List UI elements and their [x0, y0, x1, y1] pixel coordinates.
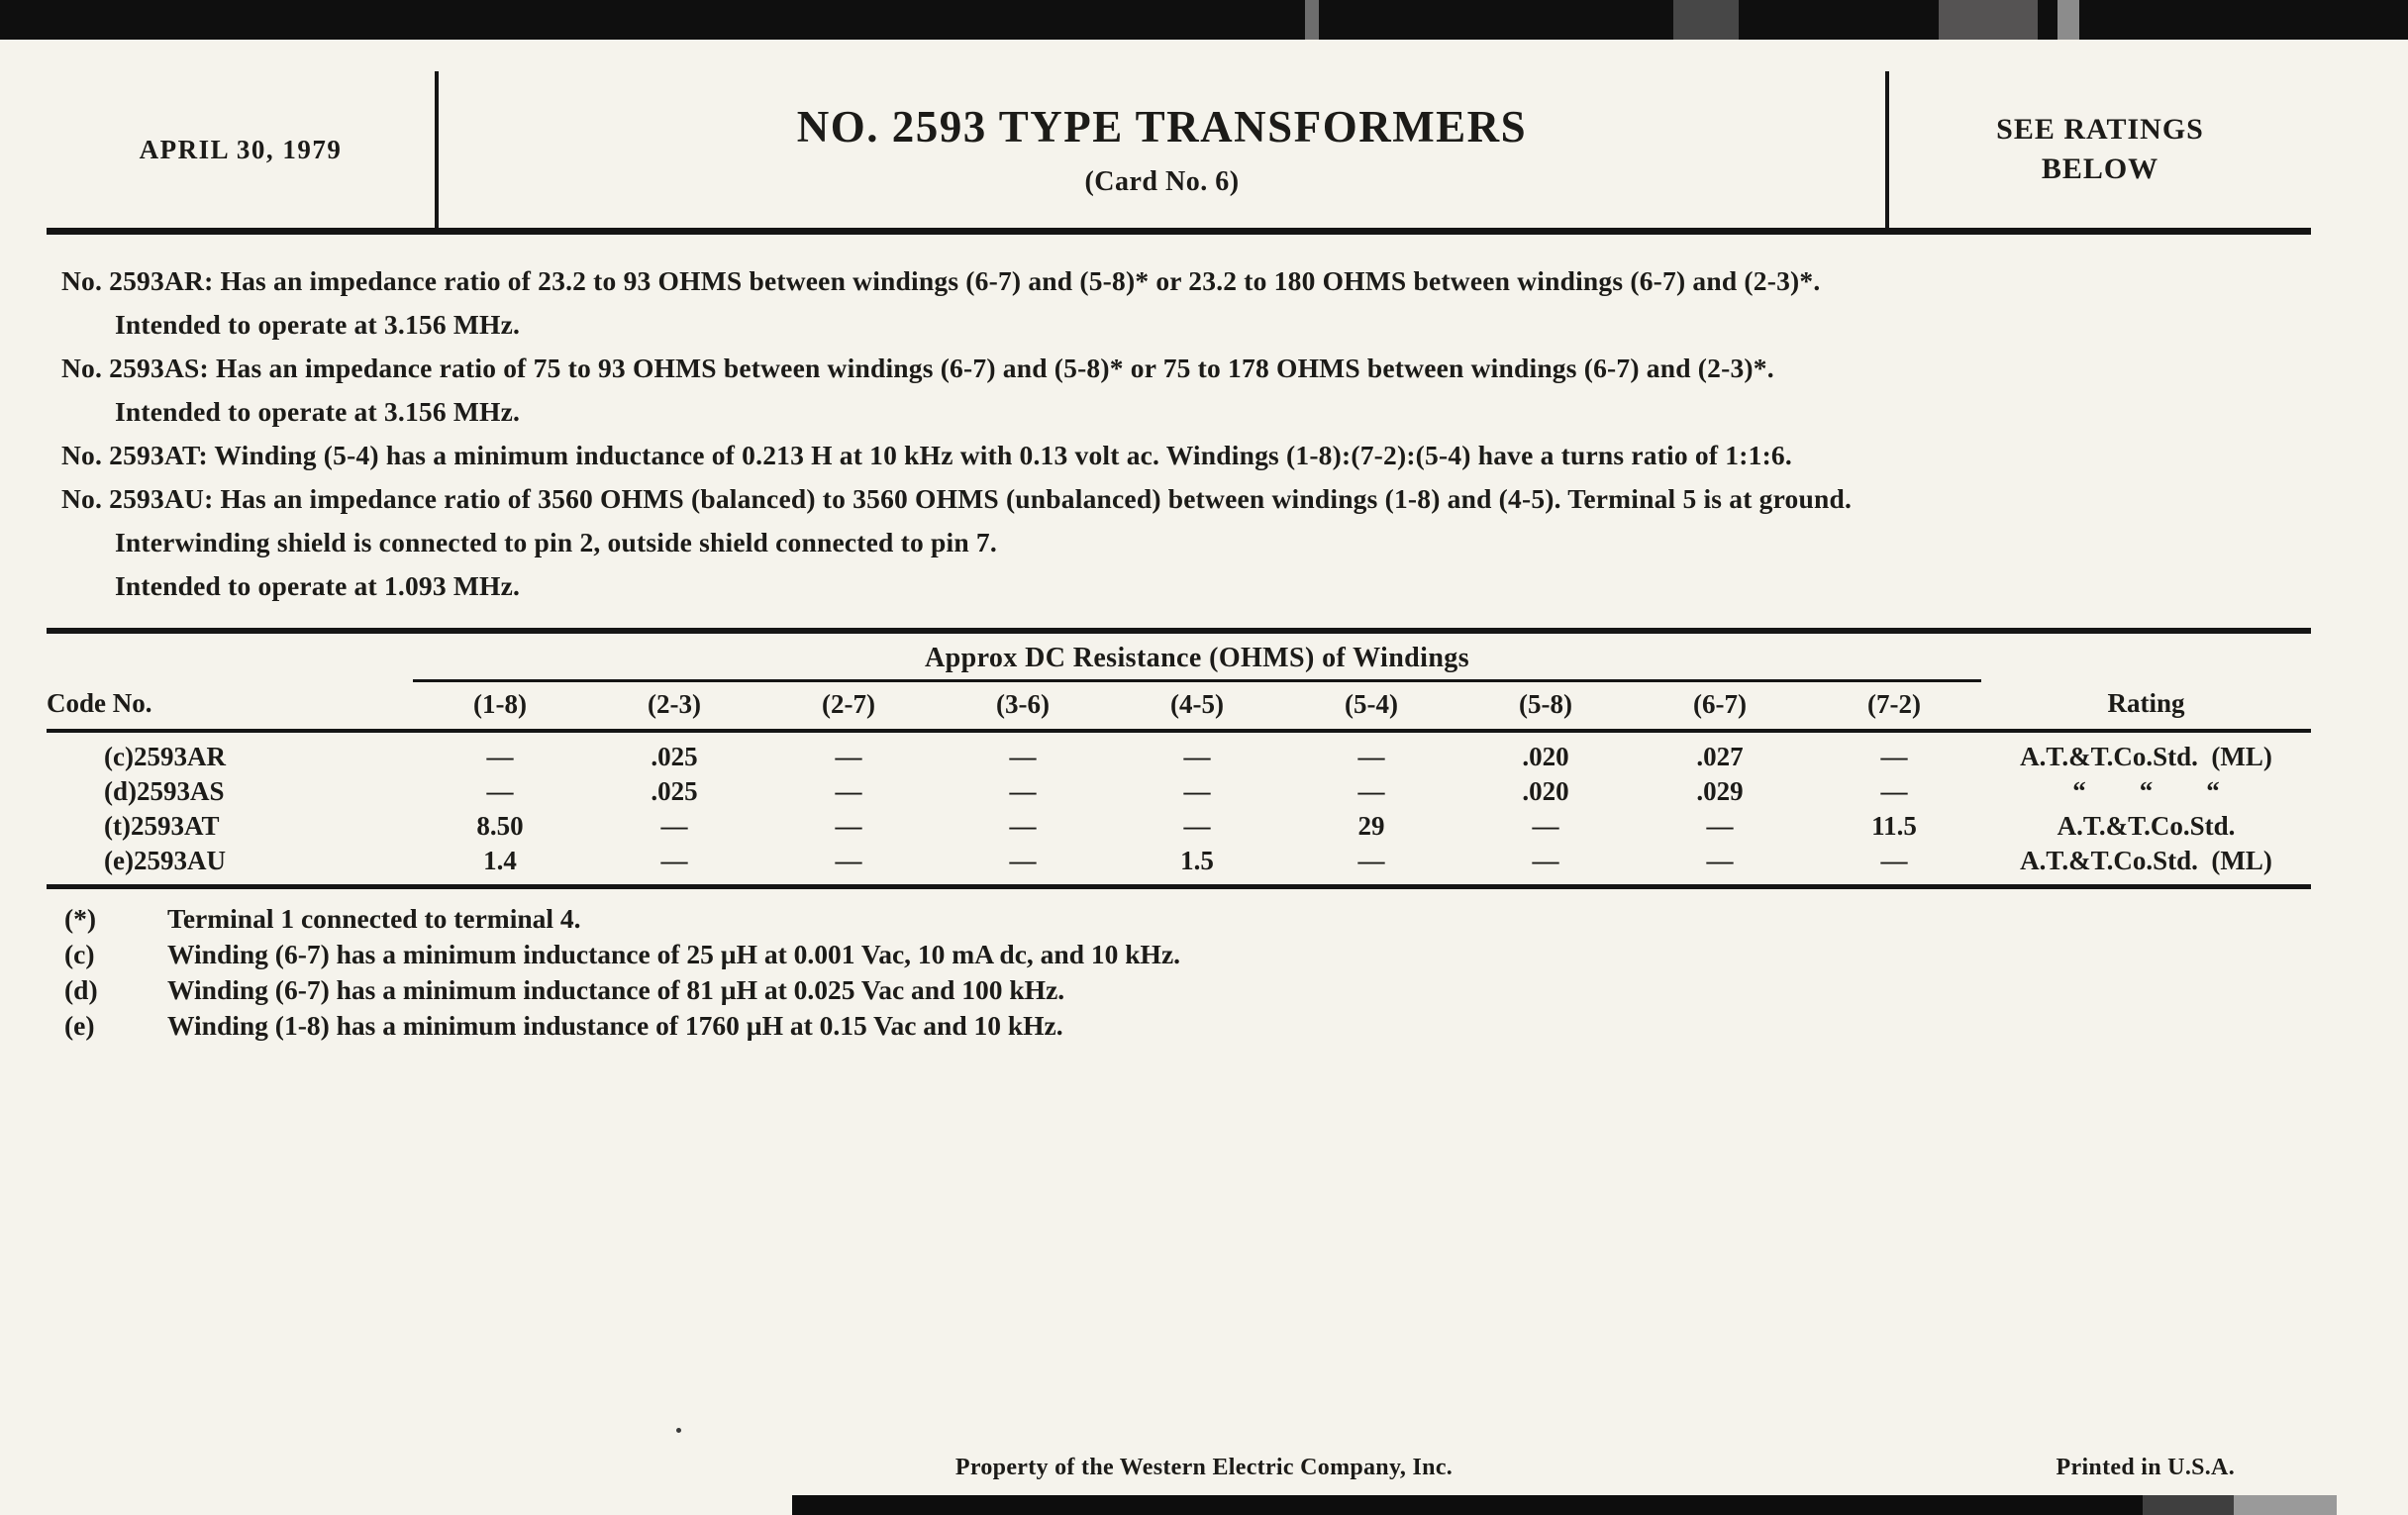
value-cell: 1.4 [483, 846, 517, 875]
rating-cell: A.T.&T.Co.Std. (ML) [2020, 742, 2272, 771]
col-header-2-7: (2-7) [761, 681, 936, 732]
value-cell: — [835, 846, 862, 875]
footnote-text: Winding (1-8) has a minimum industance of 1760 µH at 0.15 Vac and 10 kHz. [167, 1010, 1063, 1041]
table-row-2593AU [47, 844, 2311, 887]
spec-note: Intended to operate at 3.156 MHz. [115, 309, 521, 340]
scan-patch [2234, 1495, 2337, 1515]
value-cell: .027 [1696, 742, 1744, 771]
code-cell: (d)2593AS [104, 776, 225, 806]
value-cell: .020 [1522, 776, 1569, 806]
table-span-header: Approx DC Resistance (OHMS) of Windings [413, 631, 1981, 681]
table-column-header-row [47, 681, 2311, 732]
scan-patch [1939, 0, 2038, 40]
value-cell: .025 [651, 776, 698, 806]
issue-date: APRIL 30, 1979 [139, 134, 343, 164]
masthead-rule [47, 228, 2311, 235]
footnote-mark: (*) [64, 903, 97, 934]
value-cell: .029 [1696, 776, 1744, 806]
footnote-asterisk [64, 901, 2311, 937]
footnote-d [64, 972, 2311, 1008]
value-cell: 11.5 [1871, 811, 1917, 841]
spec-paragraph-2593AU: No. 2593AU: Has an impedance ratio of 3560 OHMS (balanced) to 3560 OHMS (unbalanced) between windings (1-8) and (4-5). Terminal 5 is at ground. [61, 483, 1853, 514]
value-cell: — [1009, 811, 1037, 841]
value-cell: — [1357, 846, 1385, 875]
footnotes [64, 901, 2311, 1044]
table-row-2593AR [47, 731, 2311, 774]
scan-patch [1673, 0, 1739, 40]
issue-date-cell [47, 71, 439, 228]
value-cell: 8.50 [476, 811, 524, 841]
rating-cell: A.T.&T.Co.Std. (ML) [2020, 846, 2272, 875]
ratings-note-line1: SEE RATINGS [1996, 113, 2204, 146]
col-header-5-4: (5-4) [1284, 681, 1458, 732]
code-cell: (t)2593AT [104, 811, 220, 841]
value-cell: — [1532, 846, 1559, 875]
value-cell: .025 [651, 742, 698, 771]
rating-cell: A.T.&T.Co.Std. [2057, 811, 2236, 841]
col-header-rating: Rating [1981, 681, 2311, 732]
col-header-3-6: (3-6) [936, 681, 1110, 732]
footnote-mark: (d) [64, 974, 98, 1005]
footnote-text: Terminal 1 connected to terminal 4. [167, 903, 581, 934]
table-corner [47, 631, 413, 681]
col-header-code-no: Code No. [47, 681, 413, 732]
value-cell: — [1532, 811, 1559, 841]
value-cell: — [1880, 742, 1908, 771]
spec-paragraph-2593AT: No. 2593AT: Winding (5-4) has a minimum inductance of 0.213 H at 10 kHz with 0.13 volt ac. Windings (1-8):(7-2):(5-4) have a turns ratio of 1:1:6. [61, 440, 1792, 470]
col-header-7-2: (7-2) [1807, 681, 1981, 732]
col-header-5-8: (5-8) [1458, 681, 1633, 732]
value-cell: — [660, 846, 688, 875]
property-notice: Property of the Western Electric Company, Inc. [954, 1455, 1454, 1480]
value-cell: — [1183, 811, 1211, 841]
scan-patch [1305, 0, 1319, 40]
footnote-text: Winding (6-7) has a minimum inductance of 25 µH at 0.001 Vac, 10 mA dc, and 10 kHz. [167, 939, 1181, 969]
value-cell: — [486, 742, 514, 771]
value-cell: — [1706, 846, 1734, 875]
value-cell: — [835, 776, 862, 806]
scan-artifact-bottom-bar [0, 1495, 2408, 1515]
spec-note: Intended to operate at 3.156 MHz. [115, 396, 521, 427]
value-cell: — [1009, 776, 1037, 806]
value-cell: — [1183, 742, 1211, 771]
title-cell [439, 71, 1889, 228]
scan-patch [792, 1495, 2143, 1515]
printed-in-usa: Printed in U.S.A. [2056, 1455, 2235, 1480]
value-cell: — [1880, 846, 1908, 875]
footnote-c [64, 937, 2311, 972]
spec-paragraph-2593AS: No. 2593AS: Has an impedance ratio of 75 to 93 OHMS between windings (6-7) and (5-8)* or 75 to 178 OHMS between windings (6-7) and (2-3)*. [61, 353, 1774, 383]
doc-title: NO. 2593 TYPE TRANSFORMERS [796, 102, 1528, 152]
footnote-text: Winding (6-7) has a minimum inductance of 81 µH at 0.025 Vac and 100 kHz. [167, 974, 1065, 1005]
value-cell: — [1880, 776, 1908, 806]
rating-cell: “ “ “ [2072, 776, 2220, 806]
col-header-4-5: (4-5) [1110, 681, 1284, 732]
masthead [47, 71, 2311, 228]
doc-subtitle: (Card No. 6) [1084, 166, 1240, 197]
value-cell: — [1357, 776, 1385, 806]
value-cell: — [1183, 776, 1211, 806]
table-row-2593AT [47, 809, 2311, 844]
value-cell: — [1009, 846, 1037, 875]
value-cell: — [486, 776, 514, 806]
code-cell: (c)2593AR [104, 742, 226, 771]
ratings-note [1889, 71, 2311, 228]
code-cell: (e)2593AU [104, 846, 226, 875]
value-cell: — [660, 811, 688, 841]
table-span-header-row [47, 631, 2311, 681]
col-header-2-3: (2-3) [587, 681, 761, 732]
spec-paragraph-2593AR: No. 2593AR: Has an impedance ratio of 23.2 to 93 OHMS between windings (6-7) and (5-8)* or 23.2 to 180 OHMS between windings (6-7) and (2-3)*. [61, 265, 1821, 296]
col-header-1-8: (1-8) [413, 681, 587, 732]
dc-resistance-table [47, 628, 2311, 889]
scan-patch [2143, 1495, 2234, 1515]
value-cell: — [1706, 811, 1734, 841]
footnote-mark: (c) [64, 939, 95, 969]
value-cell: — [835, 811, 862, 841]
scan-artifact-top-bar [0, 0, 2408, 40]
col-header-6-7: (6-7) [1633, 681, 1807, 732]
value-cell: — [1357, 742, 1385, 771]
value-cell: 29 [1357, 811, 1385, 841]
scan-patch [2057, 0, 2079, 40]
scan-speck [676, 1428, 681, 1433]
value-cell: — [835, 742, 862, 771]
footnote-e [64, 1008, 2311, 1044]
spec-text [47, 264, 2311, 602]
table-corner [1981, 631, 2311, 681]
ratings-note-line2: BELOW [2041, 152, 2159, 185]
footnote-mark: (e) [64, 1010, 95, 1041]
table-row-2593AS [47, 774, 2311, 809]
value-cell: 1.5 [1180, 846, 1214, 875]
value-cell: — [1009, 742, 1037, 771]
spec-note: Interwinding shield is connected to pin 2, outside shield connected to pin 7. [115, 527, 997, 557]
value-cell: .020 [1522, 742, 1569, 771]
spec-note: Intended to operate at 1.093 MHz. [115, 570, 521, 601]
